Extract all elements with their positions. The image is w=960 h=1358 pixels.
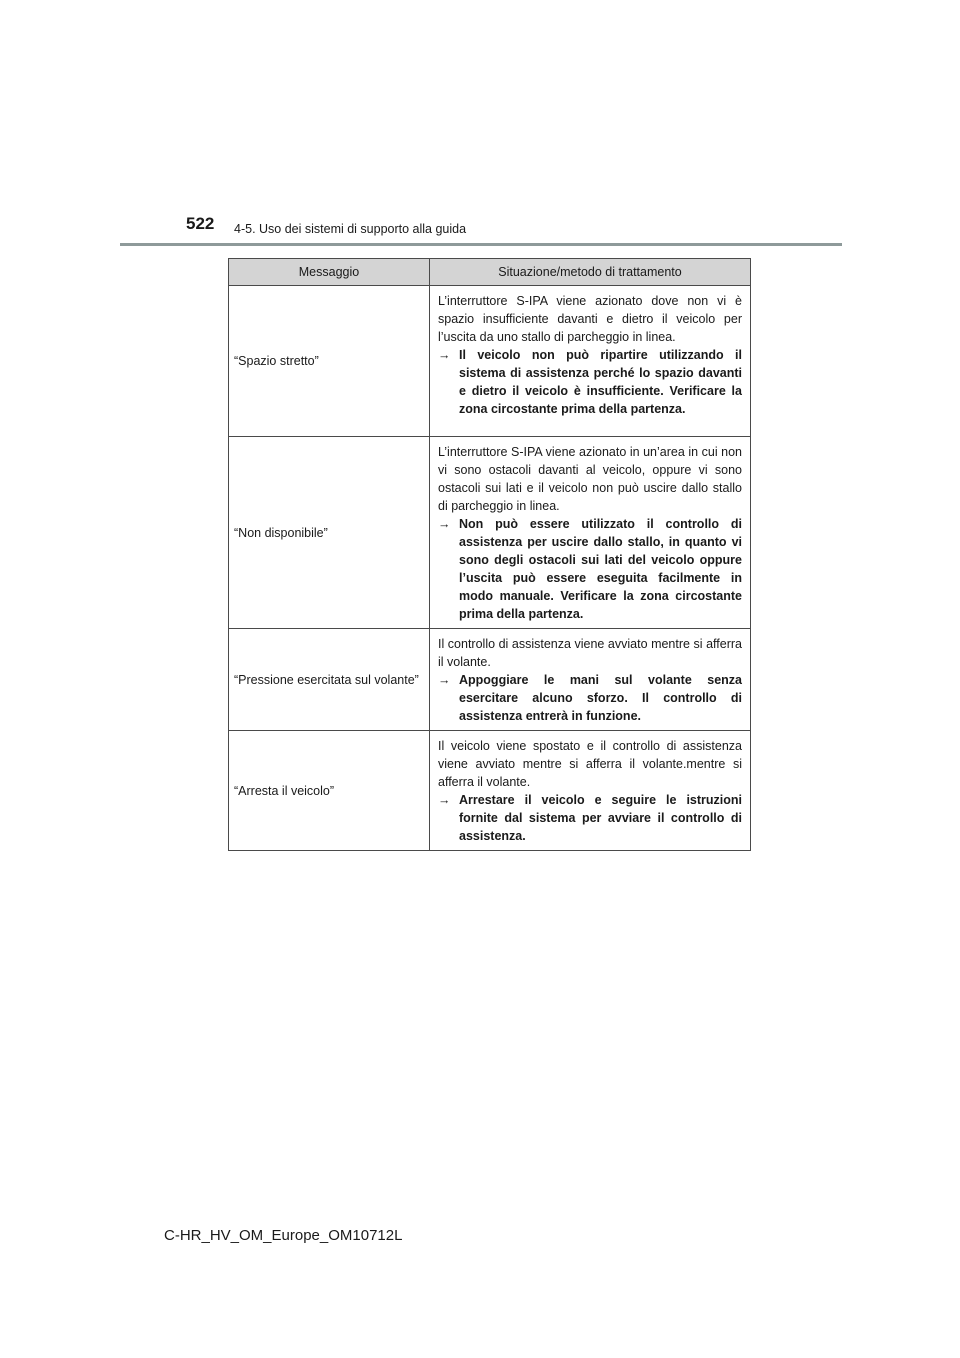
message-cell: “Arresta il veicolo” [229, 731, 430, 851]
arrow-icon: → [438, 793, 451, 807]
message-table [228, 258, 751, 851]
table-header-row [229, 259, 751, 286]
remedy [438, 346, 742, 418]
situation-cell [430, 286, 751, 437]
column-header-message: Messaggio [229, 259, 430, 286]
remedy [438, 791, 742, 845]
remedy-text: Non può essere utilizzato il controllo di assistenza per uscire dallo stallo, in quanto vi sono degli ostacoli sui lati del veicolo oppure l’uscita può essere eseguita facilmente in modo manuale. Verificare la zona circostante prima della partenza. [459, 517, 742, 621]
arrow-icon: → [438, 348, 451, 362]
arrow-icon: → [438, 517, 451, 531]
table-row [229, 731, 751, 851]
remedy-text: Arrestare il veicolo e seguire le istruzioni fornite dal sistema per avviare il controllo di assistenza. [459, 793, 742, 843]
manual-code-footer: C-HR_HV_OM_Europe_OM10712L [164, 1227, 403, 1244]
message-cell: “Spazio stretto” [229, 286, 430, 437]
situation-text: L’interruttore S-IPA viene azionato dove non vi è spazio insufficiente davanti e dietro il veicolo per l’uscita da uno stallo di parcheggio in linea. [438, 294, 742, 344]
situation-cell [430, 629, 751, 731]
table-row [229, 437, 751, 629]
message-cell: “Non disponibile” [229, 437, 430, 629]
remedy-text: Il veicolo non può ripartire utilizzando il sistema di assistenza perché lo spazio davanti e dietro il veicolo è insufficiente. Verificare la zona circostante prima della partenza. [459, 348, 742, 416]
section-title: 4-5. Uso dei sistemi di supporto alla guida [234, 222, 467, 236]
arrow-icon: → [438, 673, 451, 687]
remedy [438, 515, 742, 623]
situation-text: L’interruttore S-IPA viene azionato in un’area in cui non vi sono ostacoli davanti al veicolo, oppure vi sono ostacoli sui lati e il veicolo non può uscire dallo stallo di parcheggio in linea. [438, 445, 742, 513]
situation-cell [430, 437, 751, 629]
situation-text: Il controllo di assistenza viene avviato mentre si afferra il volante. [438, 637, 742, 669]
situation-text: Il veicolo viene spostato e il controllo di assistenza viene avviato mentre si afferra il volante.mentre si afferra il volante. [438, 739, 742, 789]
message-cell: “Pressione esercitata sul volante” [229, 629, 430, 731]
header-rule [120, 243, 842, 246]
column-header-situation: Situazione/metodo di trattamento [430, 259, 751, 286]
situation-cell [430, 731, 751, 851]
remedy-text: Appoggiare le mani sul volante senza esercitare alcuno sforzo. Il controllo di assistenza entrerà in funzione. [459, 673, 742, 723]
table-row [229, 629, 751, 731]
page-number: 522 [186, 214, 215, 233]
table-row [229, 286, 751, 437]
remedy [438, 671, 742, 725]
